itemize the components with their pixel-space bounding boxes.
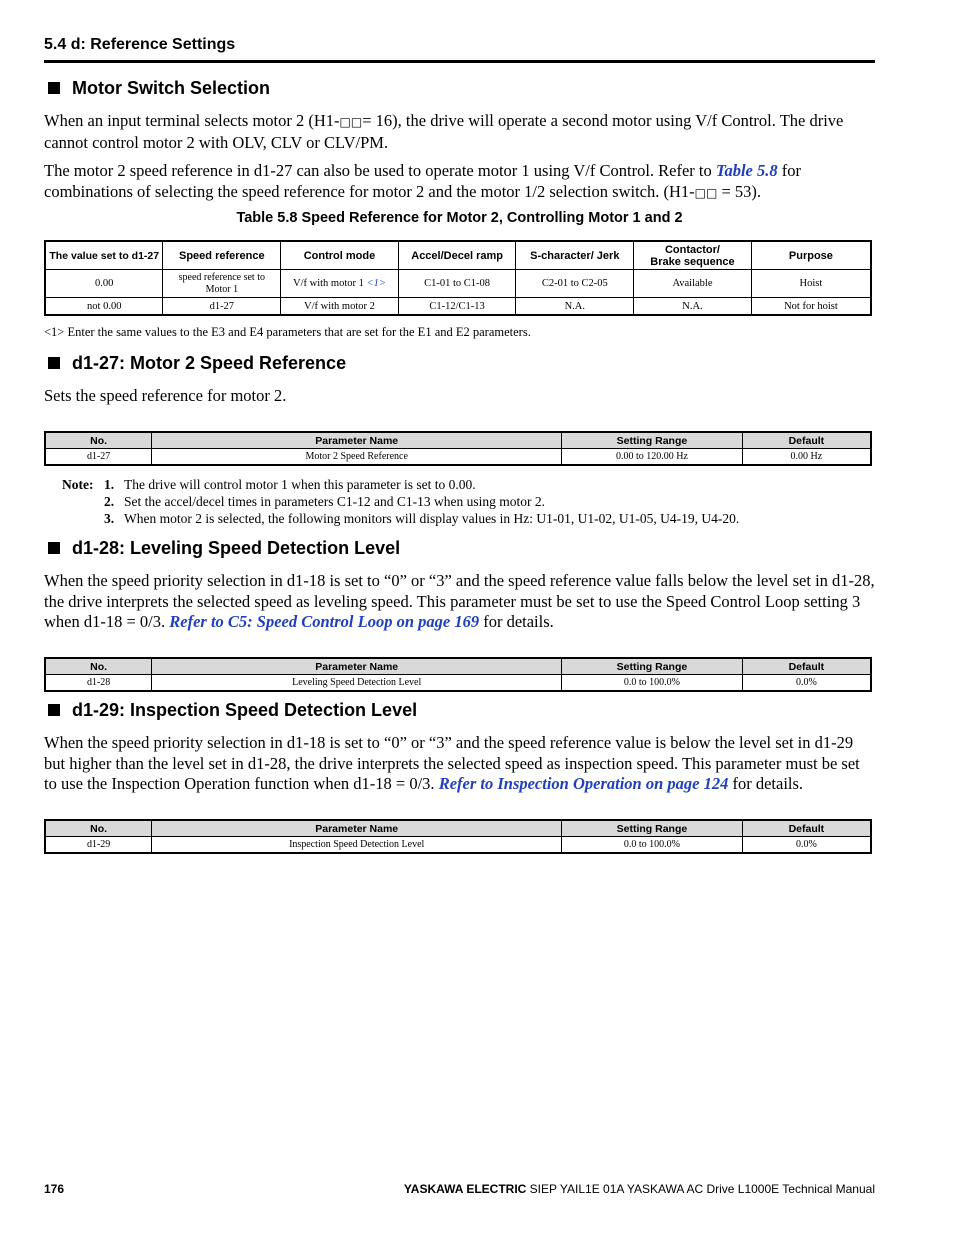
col-header: Purpose: [751, 241, 871, 270]
text: When an input terminal selects motor 2 (H1-: [44, 111, 340, 130]
param-table-d1-29: [44, 819, 872, 854]
bullet-square-icon: [48, 704, 60, 716]
page-number: 176: [44, 1182, 65, 1196]
cell: not 0.00: [45, 298, 163, 316]
note-label: Note:: [62, 477, 94, 492]
paragraph-motor-switch-1: [44, 111, 875, 153]
note-number: 1.: [104, 477, 115, 492]
text: for details.: [728, 774, 804, 793]
link-inspection-operation[interactable]: Refer to Inspection Operation on page 124: [438, 774, 729, 793]
note-item: [62, 476, 739, 493]
table-row: [45, 298, 871, 316]
text: When the speed priority selection in d1-18 is set to “0” or “3” and the speed reference value is below the level set in d1-29 but higher than the level set in d1-28, the drive interprets the selected speed as inspection speed. This parameter must be set to use the Inspection Operation function when d1-18 = 0/3.: [44, 733, 860, 793]
paragraph-d1-29: [44, 733, 875, 795]
bullet-square-icon: [48, 82, 60, 94]
table-footnote: <1> Enter the same values to the E3 and E4 parameters that are set for the E1 and E2 parameters.: [44, 325, 531, 339]
paragraph-motor-switch-2: [44, 161, 875, 203]
table-row: [45, 449, 871, 466]
header-line: Contactor/: [664, 243, 720, 256]
heading-text: Motor Switch Selection: [72, 78, 271, 98]
col-header: Parameter Name: [152, 820, 562, 837]
col-header: Setting Range: [562, 658, 743, 675]
cell: N.A.: [634, 298, 752, 316]
paragraph-d1-27: Sets the speed reference for motor 2.: [44, 386, 287, 405]
heading-motor-switch: [48, 78, 270, 99]
cell: Available: [634, 270, 752, 298]
col-header: Setting Range: [562, 820, 743, 837]
note-item: [62, 510, 739, 527]
col-header: Default: [742, 820, 871, 837]
cell: [281, 270, 399, 298]
cell: Hoist: [751, 270, 871, 298]
cell: d1-28: [45, 675, 152, 692]
col-header: No.: [45, 658, 152, 675]
col-header: Control mode: [281, 241, 399, 270]
placeholder-box-icon: □□: [339, 115, 363, 129]
cell: Leveling Speed Detection Level: [152, 675, 562, 692]
bullet-square-icon: [48, 357, 60, 369]
footnote-ref-link[interactable]: <1>: [366, 278, 386, 289]
note-block: [62, 476, 739, 527]
table-5-8: [44, 240, 872, 316]
col-header: S-character/ Jerk: [516, 241, 634, 270]
bullet-square-icon: [48, 542, 60, 554]
note-item: [62, 493, 739, 510]
cell: C2-01 to C2-05: [516, 270, 634, 298]
placeholder-box-icon: □□: [694, 185, 718, 200]
header-line: Brake sequence: [650, 255, 735, 268]
link-table-5-8[interactable]: Table 5.8: [715, 161, 778, 180]
note-number: 3.: [104, 511, 115, 526]
heading-text: d1-28: Leveling Speed Detection Level: [72, 538, 401, 558]
heading-text: d1-29: Inspection Speed Detection Level: [72, 700, 418, 720]
col-header: [634, 241, 752, 270]
col-header: No.: [45, 820, 152, 837]
col-header: Setting Range: [562, 432, 743, 449]
table-header-row: [45, 241, 871, 270]
cell: 0.00 to 120.00 Hz: [562, 449, 743, 466]
table-row: [45, 270, 871, 298]
text: The motor 2 speed reference in d1-27 can also be used to operate motor 1 using V/f Control. Refer to: [44, 161, 716, 180]
text: for details.: [479, 612, 554, 631]
cell: C1-12/C1-13: [398, 298, 516, 316]
note-text: The drive will control motor 1 when this parameter is set to 0.00.: [124, 477, 476, 492]
note-text: Set the accel/decel times in parameters C1-12 and C1-13 when using motor 2.: [124, 494, 546, 509]
heading-d1-29: [48, 700, 417, 721]
brand-name: YASKAWA ELECTRIC: [403, 1182, 527, 1196]
cell: Not for hoist: [751, 298, 871, 316]
cell: 0.0 to 100.0%: [562, 837, 743, 854]
heading-d1-28: [48, 538, 400, 559]
table-row: [45, 837, 871, 854]
cell: 0.00: [45, 270, 163, 298]
col-header: Parameter Name: [152, 658, 562, 675]
section-header: [44, 36, 875, 63]
col-header: Parameter Name: [152, 432, 562, 449]
cell: V/f with motor 2: [281, 298, 399, 316]
doc-title: SIEP YAIL1E 01A YASKAWA AC Drive L1000E Technical Manual: [526, 1182, 875, 1196]
cell: Inspection Speed Detection Level: [152, 837, 562, 854]
table-row: [45, 675, 871, 692]
table-header-row: [45, 432, 871, 449]
col-header: The value set to d1-27: [45, 241, 163, 270]
text: When the speed priority selection in d1-18 is set to “0” or “3” and the speed reference value falls below the level set in d1-28, the drive interprets the selected speed as leveling speed. This parameter must be set to use the Speed Control Loop setting 3 when d1-18 = 0/3.: [44, 571, 875, 631]
table-header-row: [45, 820, 871, 837]
cell-text: V/f with motor 1: [292, 278, 367, 289]
text: = 53).: [717, 181, 762, 201]
col-header: Default: [742, 432, 871, 449]
section-title: 5.4 d: Reference Settings: [44, 36, 236, 53]
cell: 0.0%: [742, 837, 871, 854]
cell: 0.0%: [742, 675, 871, 692]
col-header: Default: [742, 658, 871, 675]
footer-doc-info: [404, 1182, 875, 1196]
link-c5-speed-control-loop[interactable]: Refer to C5: Speed Control Loop on page 169: [169, 612, 480, 631]
cell: d1-27: [163, 298, 281, 316]
table-header-row: [45, 658, 871, 675]
heading-text: d1-27: Motor 2 Speed Reference: [72, 353, 347, 373]
cell: N.A.: [516, 298, 634, 316]
col-header: No.: [45, 432, 152, 449]
param-table-d1-28: [44, 657, 872, 692]
paragraph-d1-28: [44, 571, 875, 633]
heading-d1-27: [48, 353, 346, 374]
text: for combinations of selecting the speed reference for motor 2 and the motor 1/2 selection switch. (H1-: [44, 161, 801, 201]
col-header: Accel/Decel ramp: [398, 241, 516, 270]
note-number: 2.: [104, 494, 115, 509]
text: = 16), the drive will operate a second motor using V/f Control. The drive cannot control motor 2 with OLV, CLV or CLV/PM.: [44, 111, 844, 152]
cell: 0.00 Hz: [742, 449, 871, 466]
table-5-8-caption: Table 5.8 Speed Reference for Motor 2, Controlling Motor 1 and 2: [236, 210, 683, 226]
cell: 0.0 to 100.0%: [562, 675, 743, 692]
col-header: Speed reference: [163, 241, 281, 270]
cell: speed reference set to Motor 1: [163, 270, 281, 298]
cell: Motor 2 Speed Reference: [152, 449, 562, 466]
cell: d1-27: [45, 449, 152, 466]
note-text: When motor 2 is selected, the following monitors will display values in Hz: U1-01, U1-02, U1-05, U4-19, U4-20.: [124, 511, 740, 526]
cell: d1-29: [45, 837, 152, 854]
cell: C1-01 to C1-08: [398, 270, 516, 298]
param-table-d1-27: [44, 431, 872, 466]
